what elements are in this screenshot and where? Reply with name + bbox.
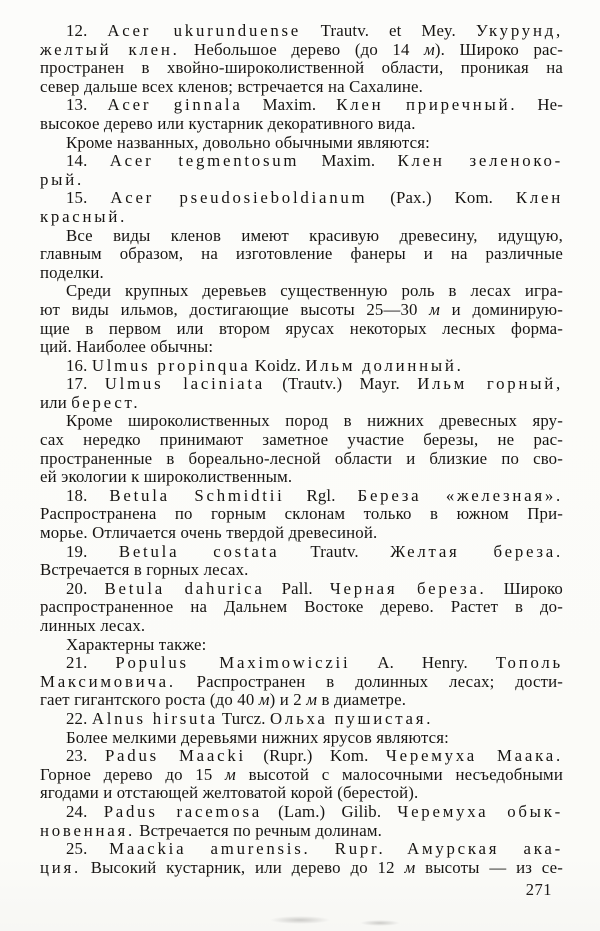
text-line — [40, 691, 563, 710]
text-run: 19. — [66, 541, 119, 561]
text-run: Все виды кленов имеют красивую древесину, идущую, — [66, 225, 563, 245]
emphasized-name-run: Ulmus laciniata — [104, 374, 266, 394]
text-run: 12. — [66, 21, 108, 40]
text-run: (Rupr.) Kom. — [245, 746, 386, 766]
emphasized-name-run: Acer pseudosieboldianum — [110, 188, 368, 208]
emphasized-name-run: красный. — [40, 206, 128, 226]
text-line — [40, 450, 563, 469]
text-run: пространен в хвойно-широколиственной области, проникая на — [40, 58, 563, 78]
text-run: 20. — [66, 578, 105, 598]
text-line — [40, 264, 563, 283]
page-number: 271 — [525, 880, 552, 899]
text-line — [40, 468, 563, 487]
text-run: пространенные в бореально-лесной области и близкие по сво- — [40, 448, 563, 468]
emphasized-name-run: Ulmus propinqua — [91, 355, 251, 375]
text-line — [40, 245, 563, 264]
text-run: Кроме названных, довольно обычными являются: — [66, 132, 430, 152]
text-run: Характерны также: — [66, 634, 207, 654]
text-line — [40, 394, 563, 413]
unit-run: м — [306, 690, 318, 710]
emphasized-name-run: Черная береза. — [329, 578, 487, 598]
text-run: распространенное на Дальнем Востоке дерево. Растет в до- — [40, 597, 563, 617]
text-run: (Lam.) Gilib. — [261, 801, 398, 821]
text-line — [40, 282, 563, 301]
text-line — [40, 598, 563, 617]
emphasized-name-run: Черемуха Маака. — [385, 746, 563, 766]
text-line — [40, 747, 563, 766]
text-run: Turcz. — [217, 708, 271, 728]
text-block — [40, 22, 563, 877]
text-run: Trautv. — [279, 541, 391, 561]
text-line — [40, 357, 563, 376]
emphasized-name-run: ция. — [40, 857, 81, 877]
text-line — [40, 320, 563, 339]
emphasized-name-run: Ильм долинный. — [305, 355, 464, 375]
emphasized-name-run: Populus Maximowiczii — [115, 653, 351, 673]
text-run: в диаметре. — [317, 690, 407, 710]
text-line — [40, 171, 563, 190]
text-run: ). Широко рас- — [434, 39, 563, 59]
text-line — [40, 617, 563, 636]
text-run: 25. — [66, 839, 110, 859]
text-line — [40, 41, 563, 60]
text-run: поделки. — [40, 262, 104, 282]
text-run: Среди крупных деревьев существенную роль в лесах игра- — [66, 281, 563, 301]
text-run: Распространена по горным склонам только в южном При- — [40, 504, 563, 524]
text-run: ей экологии к широколиственным. — [40, 467, 293, 487]
emphasized-name-run: желтый клен. — [40, 39, 180, 59]
text-run: или — [40, 392, 72, 412]
text-run: Горное дерево до 15 — [40, 764, 226, 784]
text-line — [40, 134, 563, 153]
text-run: 16. — [66, 355, 92, 375]
text-line — [40, 375, 563, 394]
text-line — [40, 59, 563, 78]
text-line — [40, 766, 563, 785]
text-run: (Trautv.) Mayr. — [265, 374, 418, 394]
text-run: и доминирую- — [440, 299, 563, 319]
emphasized-name-run: Betula costata — [118, 541, 280, 561]
text-line — [40, 227, 563, 246]
text-line — [40, 561, 563, 580]
unit-run: м — [424, 39, 435, 59]
text-line — [40, 412, 563, 431]
emphasized-name-run: новенная. — [40, 820, 135, 840]
text-run: 23. — [66, 746, 105, 766]
text-run: 15. — [66, 188, 111, 208]
emphasized-name-run: Клен — [515, 188, 563, 208]
text-run: Не- — [517, 95, 563, 115]
text-run: (Pax.) Kom. — [367, 188, 516, 208]
emphasized-name-run: Амурская ака- — [407, 839, 563, 859]
text-run: 21. — [66, 653, 116, 673]
text-line — [40, 152, 563, 171]
text-line — [40, 673, 563, 692]
text-run: линных лесах. — [40, 616, 146, 635]
emphasized-name-run: Желтая береза. — [390, 541, 563, 561]
emphasized-name-run: Ольха пушистая. — [270, 708, 434, 728]
text-run: 18. — [66, 485, 110, 505]
emphasized-name-run: Укурунд, — [475, 21, 563, 40]
text-run: 17. — [66, 374, 105, 394]
text-run: Rgl. — [284, 485, 358, 505]
text-run: 24. — [66, 801, 104, 821]
text-line — [40, 22, 563, 41]
text-line — [40, 189, 563, 208]
emphasized-name-run: Черемуха обык- — [397, 801, 564, 821]
emphasized-name-run: Maackia amurensis. Rupr. — [109, 839, 386, 859]
text-line — [40, 524, 563, 543]
text-run: ягодами и отстающей желтоватой корой (берестой). — [40, 783, 419, 803]
text-line — [40, 784, 563, 803]
text-run: ) и 2 — [269, 690, 307, 710]
text-run: 22. — [66, 708, 92, 728]
emphasized-name-run: Клен зеленоко- — [397, 151, 563, 171]
text-line — [40, 822, 563, 841]
emphasized-name-run: Тополь — [495, 653, 563, 673]
text-line — [40, 431, 563, 450]
scan-smudge — [360, 920, 400, 926]
emphasized-name-run: Максимовича. — [40, 671, 176, 691]
text-line — [40, 301, 563, 320]
text-line — [40, 803, 563, 822]
emphasized-name-run: Acer tegmentosum — [109, 151, 300, 171]
emphasized-name-run: Padus Maacki — [104, 746, 246, 766]
text-line — [40, 338, 563, 357]
emphasized-name-run: берест. — [71, 392, 141, 412]
text-run: Встречается в горных лесах. — [40, 560, 249, 580]
emphasized-name-run: рый. — [40, 169, 84, 189]
unit-run: м — [225, 764, 236, 784]
emphasized-name-run: Acer ginnala — [107, 95, 243, 115]
text-line — [40, 580, 563, 599]
emphasized-name-run: Betula Schmidtii — [109, 485, 285, 505]
text-line — [40, 636, 563, 655]
text-run: Встречается по речным долинам. — [134, 820, 382, 840]
text-line — [40, 654, 563, 673]
text-run: высоты — из се- — [415, 857, 563, 877]
text-run: ций. Наиболее обычны: — [40, 337, 214, 357]
text-run: Более мелкими деревьями нижних ярусов являются: — [66, 727, 449, 747]
text-line — [40, 78, 563, 97]
text-line — [40, 543, 563, 562]
emphasized-name-run: Padus racemosa — [103, 801, 262, 821]
text-line — [40, 96, 563, 115]
text-run: высокое дерево или кустарник декоративного вида. — [40, 113, 416, 133]
text-line — [40, 115, 563, 134]
text-run: сах нередко принимают заметное участие березы, не рас- — [40, 430, 563, 450]
text-run: Высокий кустарник, или дерево до 12 — [80, 857, 405, 877]
text-run: север дальше всех кленов; встречается на Сахалине. — [40, 76, 423, 96]
unit-run: м — [258, 690, 270, 710]
emphasized-name-run: Береза «железная». — [357, 485, 563, 505]
emphasized-name-run: Acer ukurunduense — [107, 21, 302, 40]
text-run: 14. — [66, 151, 110, 171]
text-line — [40, 710, 563, 729]
text-run: морье. Отличается очень твердой древесиной. — [40, 523, 378, 543]
emphasized-name-run: Alnus hirsuta — [91, 708, 218, 728]
text-run: Trautv. et Mey. — [301, 21, 476, 40]
text-run: Pall. — [264, 578, 330, 598]
emphasized-name-run: Betula dahurica — [104, 578, 265, 598]
text-run — [385, 839, 407, 858]
scan-smudge — [270, 916, 330, 924]
text-run: 13. — [66, 95, 108, 115]
text-line — [40, 487, 563, 506]
text-run: Кроме широколиственных пород в нижних древесных яру- — [66, 411, 563, 431]
text-run: A. Henry. — [350, 653, 496, 673]
unit-run: м — [429, 299, 441, 319]
text-run: главным образом, на изготовление фанеры и на различные — [40, 244, 563, 264]
text-run: Koidz. — [250, 355, 306, 375]
text-line — [40, 859, 563, 878]
text-line — [40, 729, 563, 748]
emphasized-name-run: Ильм горный, — [417, 374, 563, 394]
text-run: высотой с малосочными несъедобными — [235, 764, 563, 784]
emphasized-name-run: Клен приречный. — [336, 95, 518, 115]
text-line — [40, 840, 563, 859]
text-run: ют виды ильмов, достигающие высоты 25—30 — [40, 299, 430, 319]
text-run: Небольшое дерево (до 14 — [179, 39, 425, 59]
text-run: Maxim. — [299, 151, 398, 171]
text-run: гает гигантского роста (до 40 — [40, 690, 259, 710]
text-run: щие в первом или втором ярусах некоторых лесных форма- — [40, 318, 563, 338]
text-run: Распространен в долинных лесах; дости- — [175, 671, 563, 691]
text-line — [40, 208, 563, 227]
text-run: Широко — [486, 578, 563, 598]
text-run: Maxim. — [242, 95, 337, 115]
unit-run: м — [404, 857, 416, 877]
text-line — [40, 505, 563, 524]
